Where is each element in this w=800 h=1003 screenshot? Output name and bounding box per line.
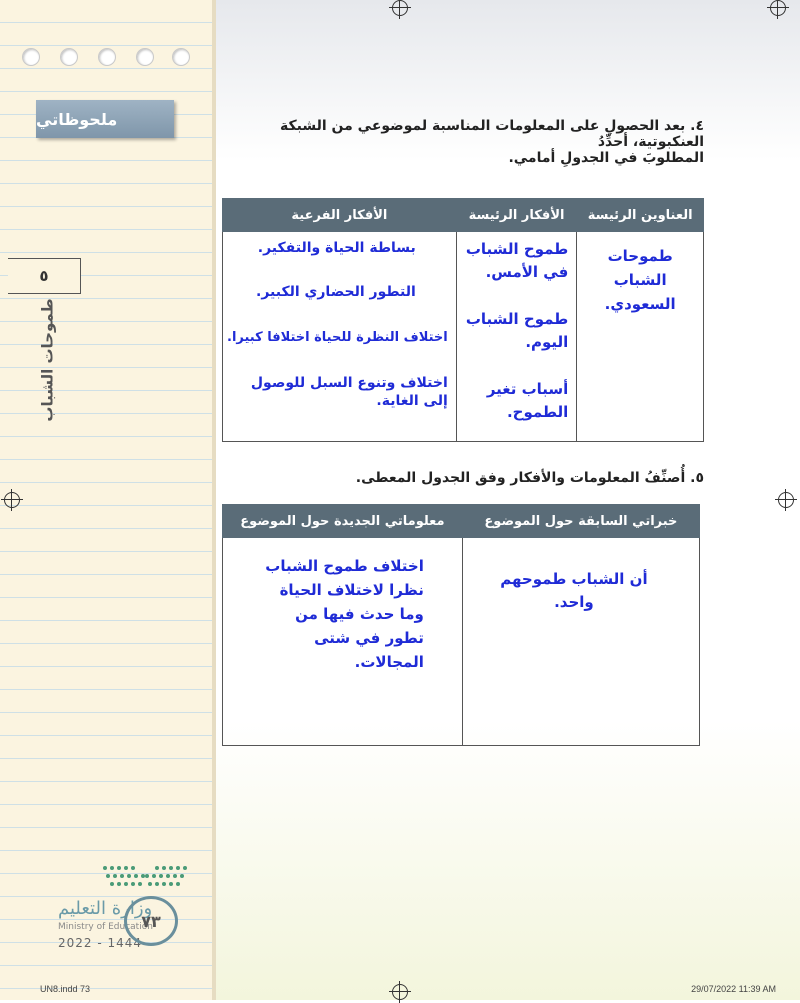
- notes-label: ملحوظاتي: [36, 109, 118, 129]
- sub-ideas-cell[interactable]: [223, 232, 457, 442]
- binder-hole: [60, 48, 78, 66]
- header-main-titles: العناوين الرئيسة: [577, 199, 704, 232]
- main-title-cell[interactable]: [577, 232, 704, 442]
- page-number: [124, 896, 178, 946]
- previous-knowledge-answer: أن الشباب طموحهم واحد.: [500, 570, 648, 612]
- registration-mark-icon: [392, 984, 408, 1000]
- main-ideas-cell[interactable]: [456, 232, 577, 442]
- notes-tab: [36, 100, 174, 138]
- unit-number: ٥: [39, 267, 49, 285]
- previous-knowledge-cell[interactable]: [462, 538, 699, 746]
- question-4-line-1: ٤. بعد الحصولِ على المعلومات المناسبة لموضوعي من الشبكة العنكبوتية، أحدِّدُ: [280, 118, 704, 150]
- main-idea-answer: طموح الشباب في الأمس.: [465, 240, 569, 282]
- ministry-logo-icon: [100, 862, 190, 892]
- new-knowledge-answer: اختلاف طموح الشباب نظرا لاختلاف الحياة وما حدث فيها من تطور في شتى المجالات.: [265, 557, 424, 671]
- ministry-name-ar: وزارة التعليم: [58, 898, 153, 919]
- header-sub-ideas: الأفكار الفرعية: [223, 199, 457, 232]
- header-new-knowledge: معلوماتي الجديدة حول الموضوع: [223, 505, 463, 538]
- binder-hole: [172, 48, 190, 66]
- sub-idea-answer: بساطة الحياة والتفكير.: [257, 240, 416, 256]
- binder-hole: [98, 48, 116, 66]
- registration-mark-icon: [4, 492, 20, 508]
- binder-hole: [22, 48, 40, 66]
- question-4-line-2: المطلوبَ في الجدولِ أمامي.: [508, 150, 704, 166]
- footer-file-name: UN8.indd 73: [40, 984, 91, 994]
- footer-print-date: 29/07/2022 11:39 AM: [691, 984, 776, 994]
- edition-year: 2022 - 1444: [58, 936, 143, 950]
- question-5: ٥. أُصنِّفُ المعلومات والأفكار وفق الجدول المعطى.: [355, 470, 704, 486]
- sub-idea-answer: التطور الحضاري الكبير.: [256, 284, 416, 300]
- main-title-answer: طموحات الشباب السعودي.: [604, 247, 676, 313]
- header-main-ideas: الأفكار الرئيسة: [456, 199, 577, 232]
- registration-mark-icon: [770, 0, 786, 16]
- unit-number-box: [8, 258, 81, 294]
- registration-mark-icon: [778, 492, 794, 508]
- notes-sidebar: [0, 0, 214, 1000]
- main-ideas-table: [222, 198, 704, 442]
- page-number-text: ٧٣: [141, 911, 161, 931]
- sub-idea-answer: اختلاف وتنوع السبل للوصول إلى الغاية.: [250, 375, 448, 410]
- header-previous-knowledge: خبراتي السابقة حول الموضوع: [462, 505, 699, 538]
- classification-table: [222, 504, 700, 746]
- sub-idea-answer: اختلاف النظرة للحياة اختلافا كبيرا.: [227, 330, 448, 345]
- unit-title: [28, 300, 68, 420]
- binder-hole: [136, 48, 154, 66]
- new-knowledge-cell[interactable]: [223, 538, 463, 746]
- ministry-name-en: Ministry of Education: [58, 922, 153, 932]
- main-idea-answer: أسباب تغير الطموح.: [486, 380, 569, 422]
- main-idea-answer: طموح الشباب اليوم.: [465, 310, 569, 352]
- unit-title-text: طموحات الشباب: [39, 298, 58, 422]
- registration-mark-icon: [392, 0, 408, 16]
